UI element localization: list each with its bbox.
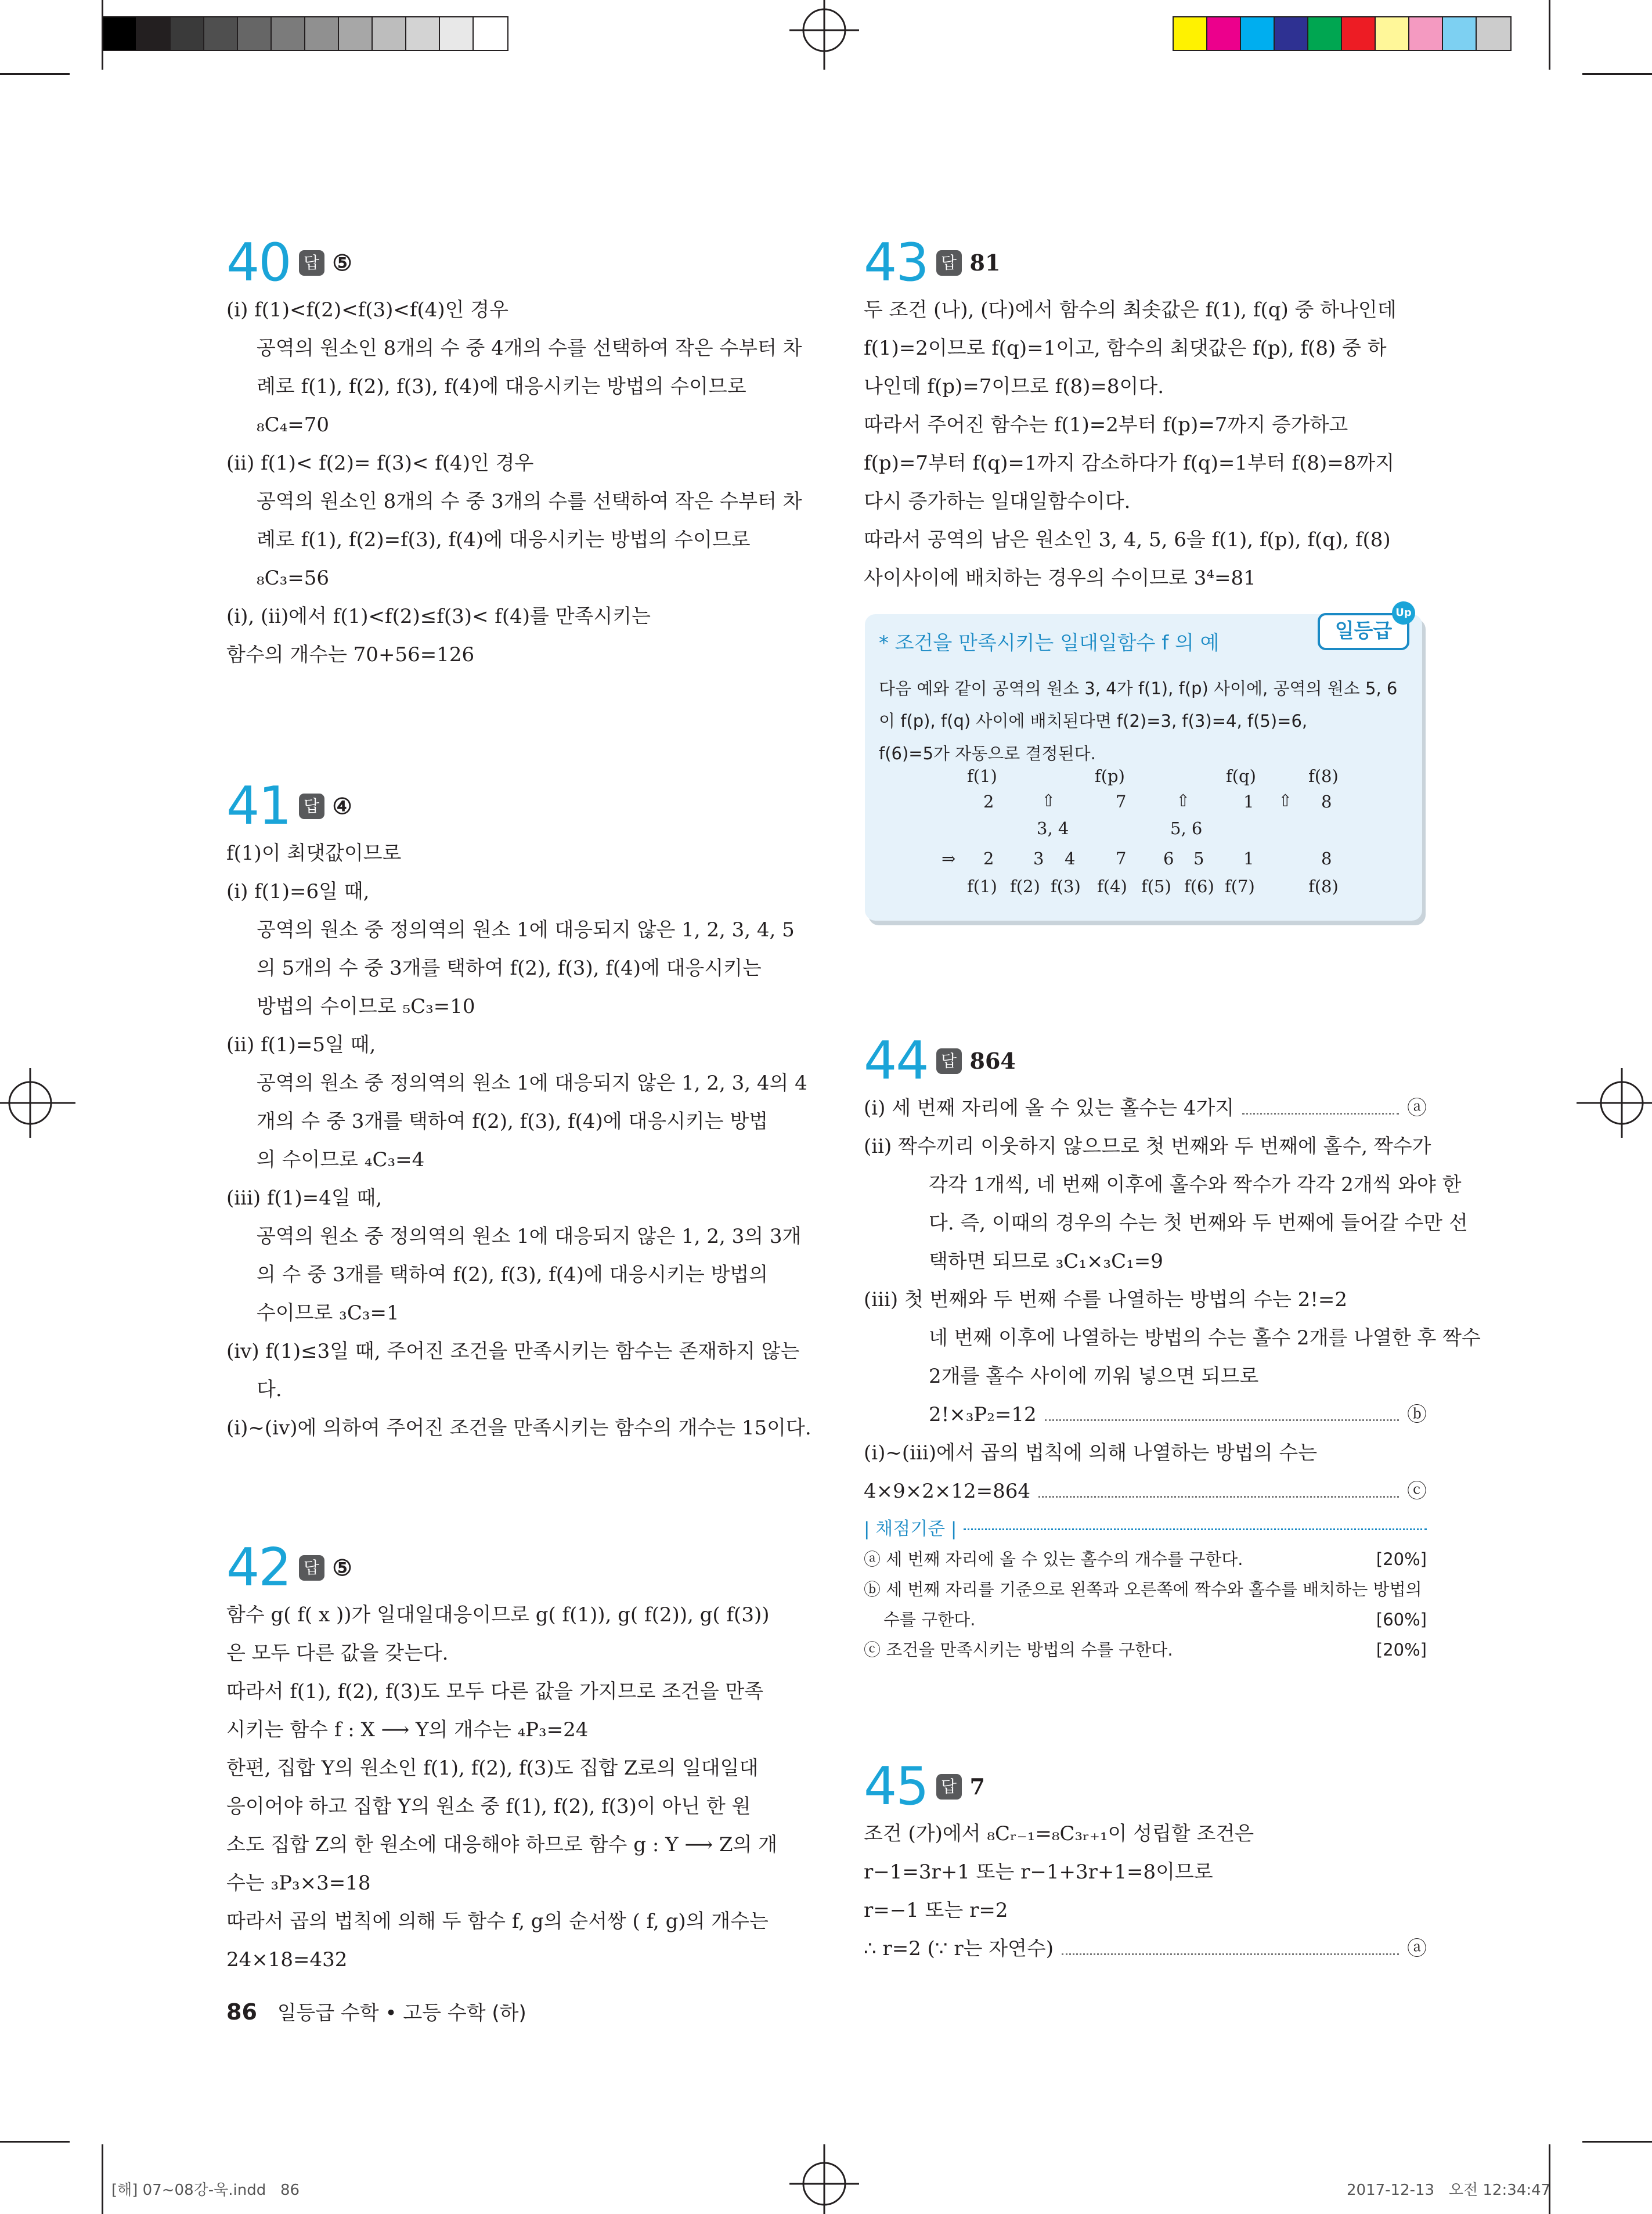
gray-swatch (474, 17, 507, 50)
criteria-weight: [20%] (1376, 1549, 1427, 1569)
solution-line: 조건 (가)에서 ₈Cᵣ₋₁=₈C₃ᵣ₊₁이 성립할 조건은 (864, 1822, 1254, 1845)
solution-line: 각각 1개씩, 네 번째 이후에 홀수와 짝수가 각각 2개씩 와야 한 (929, 1173, 1462, 1196)
page-footer (226, 1997, 526, 2025)
file-info: [해] 07~08강-욱.indd 86 (111, 2181, 300, 2199)
solution-line: 두 조건 (나), (다)에서 함수의 최솟값은 f(1), f(q) 중 하나인데 (864, 298, 1397, 322)
problem-number: 42 (226, 1537, 291, 1598)
leader-dots (1062, 1930, 1399, 1955)
leader-dots (1242, 1089, 1399, 1115)
diagram-value: 7 (1116, 849, 1127, 868)
diagram-label: f(5) (1141, 877, 1171, 896)
diagram-value: 6 (1163, 849, 1174, 868)
color-swatch (1174, 17, 1207, 50)
solution-line: 응이어야 하고 집합 Y의 원소 중 f(1), f(2), f(3)이 아닌 한 원 (226, 1795, 751, 1818)
diagram-value: 1 (1243, 849, 1254, 868)
step-marker: ⓐ (1407, 1097, 1427, 1120)
problem-45 (864, 1756, 1427, 1968)
answer-tag: 답 (299, 250, 324, 276)
problem-41 (226, 776, 811, 1447)
gray-swatch (373, 17, 406, 50)
solution-line (864, 1396, 1427, 1434)
solution-line: 함수의 개수는 70+56=126 (226, 643, 475, 666)
color-swatch (1477, 17, 1510, 50)
leader-dots (1045, 1396, 1399, 1421)
gray-swatch (171, 17, 204, 50)
solution-line: 공역의 원소인 8개의 수 중 4개의 수를 선택하여 작은 수부터 차 (257, 337, 802, 360)
color-swatch (1376, 17, 1409, 50)
answer-tag: 답 (299, 1555, 324, 1581)
solution-line: ₈C₄=70 (257, 413, 330, 437)
up-arrow-icon: ⇧ (1176, 791, 1191, 810)
solution-line: (ⅰ)~(ⅲ)에서 곱의 법칙에 의해 나열하는 방법의 수는 (864, 1441, 1318, 1465)
diagram-label: f(1) (967, 766, 997, 786)
criteria-text: ⓐ 세 번째 자리에 올 수 있는 홀수의 개수를 구한다. (864, 1549, 1243, 1569)
solution-line: r=−1 또는 r=2 (864, 1899, 1008, 1922)
solution-line (864, 1472, 1427, 1510)
diagram-label: f(6) (1184, 877, 1214, 896)
solution-line: r−1=3r+1 또는 r−1+3r+1=8이므로 (864, 1860, 1213, 1884)
solution-line: 따라서 f(1), f(2), f(3)도 모두 다른 값을 가지므로 조건을 만족 (226, 1680, 764, 1703)
gray-swatch (204, 17, 238, 50)
solution-text: ∴ r=2 (∵ r는 자연수) (864, 1937, 1054, 1960)
solution-line: (ⅰ), (ⅱ)에서 f(1)<f(2)≤f(3)< f(4)를 만족시키는 (226, 605, 651, 628)
step-marker: ⓑ (1407, 1403, 1427, 1426)
diagram-value: 1 (1243, 792, 1254, 812)
diagram-value: 7 (1116, 792, 1127, 812)
page-number: 86 (226, 1999, 257, 2025)
diagram-label: f(8) (1308, 877, 1339, 896)
criteria-weight: [60%] (1376, 1610, 1427, 1629)
solution-line: 의 5개의 수 중 3개를 택하여 f(2), f(3), f(4)에 대응시키는 (257, 957, 762, 980)
tip-text-line: 다음 예와 같이 공역의 원소 3, 4가 f(1), f(p) 사이에, 공역의 원소 5, 6 (879, 679, 1398, 698)
answer-value: ⑤ (332, 250, 352, 276)
criteria-row (864, 1544, 1427, 1574)
diagram-label: f(1) (967, 877, 997, 896)
diagram-value: 4 (1065, 849, 1076, 868)
solution-line: 례로 f(1), f(2), f(3), f(4)에 대응시키는 방법의 수이므로 (257, 375, 746, 398)
answer-value: 864 (969, 1048, 1016, 1074)
left-column (226, 232, 811, 1979)
solution-line: 개의 수 중 3개를 택하여 f(2), f(3), f(4)에 대응시키는 방법 (257, 1110, 769, 1133)
up-arrow-icon: ⇧ (1278, 791, 1293, 810)
criteria-text: ⓑ 세 번째 자리를 기준으로 왼쪽과 오른쪽에 짝수와 홀수를 배치하는 방법의 (864, 1580, 1422, 1599)
solution-line: (ⅲ) 첫 번째와 두 번째 수를 나열하는 방법의 수는 2!=2 (864, 1288, 1348, 1311)
solution-line: 소도 집합 Z의 한 원소에 대응해야 하므로 함수 g : Y ⟶ Z의 개 (226, 1833, 778, 1856)
gray-swatch (305, 17, 339, 50)
book-title: 일등급 수학 • 고등 수학 (하) (277, 2002, 526, 2025)
gray-swatch (103, 17, 137, 50)
solution-line: 네 번째 이후에 나열하는 방법의 수는 홀수 2개를 나열한 후 짝수 (929, 1326, 1481, 1350)
solution-line: 공역의 원소인 8개의 수 중 3개의 수를 선택하여 작은 수부터 차 (257, 490, 802, 513)
diagram-label: f(7) (1225, 877, 1255, 896)
solution-line: 따라서 곱의 법칙에 의해 두 함수 f, g의 순서쌍 ( f, g)의 개수는 (226, 1910, 769, 1933)
color-swatch (1275, 17, 1308, 50)
solution-line: (ⅱ) f(1)=5일 때, (226, 1033, 376, 1056)
solution-line: 공역의 원소 중 정의역의 원소 1에 대응되지 않은 1, 2, 3의 3개 (257, 1225, 802, 1248)
diagram-label: f(p) (1095, 766, 1125, 786)
registration-mark-left (0, 1045, 75, 1161)
diagram-value: 5, 6 (1170, 818, 1203, 838)
diagram-label: f(2) (1010, 877, 1040, 896)
solution-line: 다. (257, 1378, 282, 1401)
color-swatch (1342, 17, 1376, 50)
solution-line: 은 모두 다른 값을 갖는다. (226, 1642, 449, 1665)
solution-line: (ⅰ) f(1)=6일 때, (226, 880, 370, 903)
right-column (864, 232, 1427, 597)
solution-line: 의 수이므로 ₄C₃=4 (257, 1148, 425, 1171)
solution-line: 의 수 중 3개를 택하여 f(2), f(3), f(4)에 대응시키는 방법의 (257, 1263, 769, 1286)
color-swatch (1308, 17, 1342, 50)
solution-line: 사이사이에 배치하는 경우의 수이므로 3⁴=81 (864, 567, 1256, 590)
answer-tag: 답 (299, 794, 324, 819)
color-swatch (1207, 17, 1241, 50)
grading-criteria-title: | 채점기준 | (864, 1519, 957, 1539)
problem-43 (864, 232, 1427, 597)
tip-text-line: f(6)=5가 자동으로 결정된다. (879, 744, 1096, 763)
solution-line: 공역의 원소 중 정의역의 원소 1에 대응되지 않은 1, 2, 3, 4의 4 (257, 1072, 807, 1095)
solution-line: (ⅰ)~(ⅳ)에 의하여 주어진 조건을 만족시키는 함수의 개수는 15이다. (226, 1416, 811, 1440)
gray-swatch (406, 17, 440, 50)
solution-line: f(1)=2이므로 f(q)=1이고, 함수의 최댓값은 f(p), f(8) 중 하 (864, 337, 1387, 360)
answer-value: ⑤ (332, 1555, 352, 1581)
criteria-row (864, 1574, 1427, 1604)
level-up-badge: 일등급 (1318, 613, 1409, 650)
registration-mark-right (1577, 1045, 1652, 1161)
registration-mark-bottom (766, 2144, 882, 2214)
solution-line: f(1)이 최댓값이므로 (226, 842, 402, 865)
grading-criteria (864, 1514, 1427, 1665)
problem-number: 40 (226, 232, 291, 293)
solution-text: 4×9×2×12=864 (864, 1480, 1031, 1503)
solution-line (864, 1930, 1427, 1968)
solution-line: 수이므로 ₃C₃=1 (257, 1301, 399, 1325)
registration-mark-top (766, 0, 882, 70)
solution-line: 례로 f(1), f(2)=f(3), f(4)에 대응시키는 방법의 수이므로 (257, 528, 751, 551)
answer-value: ④ (332, 793, 352, 819)
solution-text: 2!×₃P₂=12 (929, 1403, 1037, 1426)
diagram-value: 2 (983, 792, 994, 812)
solution-line: 따라서 공역의 남은 원소인 3, 4, 5, 6을 f(1), f(p), f(q), f(8) (864, 528, 1391, 551)
answer-tag: 답 (936, 1048, 962, 1074)
tip-box-title: * 조건을 만족시키는 일대일함수 f 의 예 (879, 632, 1220, 655)
solution-line: 시키는 함수 f : X ⟶ Y의 개수는 ₄P₃=24 (226, 1718, 589, 1741)
solution-line: (ⅲ) f(1)=4일 때, (226, 1187, 383, 1210)
print-timestamp: 2017-12-13 오전 12:34:47 (1347, 2181, 1551, 2199)
color-swatch (1241, 17, 1275, 50)
problem-number: 41 (226, 776, 291, 836)
criteria-text: ⓒ 조건을 만족시키는 방법의 수를 구한다. (864, 1640, 1173, 1660)
diagram-value: 3, 4 (1037, 818, 1069, 838)
diagram-label: f(3) (1051, 877, 1081, 896)
answer-value: 81 (969, 250, 1001, 276)
solution-line: 공역의 원소 중 정의역의 원소 1에 대응되지 않은 1, 2, 3, 4, 5 (257, 918, 795, 942)
right-arrow-icon: ⇒ (942, 849, 956, 868)
problem-number: 43 (864, 232, 928, 293)
tip-text-line: 이 f(p), f(q) 사이에 배치된다면 f(2)=3, f(3)=4, f(5)=6, (879, 711, 1308, 731)
solution-line (864, 1089, 1427, 1127)
color-swatch (1443, 17, 1477, 50)
problem-42 (226, 1537, 807, 1979)
up-icon: Up (1392, 601, 1415, 625)
diagram-value: 5 (1193, 849, 1204, 868)
up-arrow-icon: ⇧ (1041, 791, 1056, 810)
solution-line: (ⅱ) 짝수끼리 이웃하지 않으므로 첫 번째와 두 번째에 홀수, 짝수가 (864, 1135, 1431, 1158)
diagram-value: 8 (1321, 792, 1332, 812)
solution-line: (ⅱ) f(1)< f(2)= f(3)< f(4)인 경우 (226, 452, 534, 475)
gray-swatch (137, 17, 171, 50)
solution-line: 택하면 되므로 ₃C₁×₃C₁=9 (929, 1250, 1163, 1273)
criteria-row (864, 1604, 1427, 1635)
solution-line: 한편, 집합 Y의 원소인 f(1), f(2), f(3)도 집합 Z로의 일대일대 (226, 1757, 759, 1780)
answer-value: 7 (969, 1773, 985, 1800)
color-swatch (1409, 17, 1443, 50)
gray-swatch (272, 17, 305, 50)
answer-tag: 답 (936, 250, 962, 276)
problem-number: 44 (864, 1030, 928, 1091)
problem-44 (864, 1030, 1481, 1665)
solution-line: 다시 증가하는 일대일함수이다. (864, 490, 1131, 513)
gray-swatch (238, 17, 272, 50)
solution-line: ₈C₃=56 (257, 567, 330, 590)
leader-dots (1038, 1472, 1399, 1498)
solution-line: 다. 즉, 이때의 경우의 수는 첫 번째와 두 번째에 들어갈 수만 선 (929, 1211, 1468, 1235)
solution-line: 24×18=432 (226, 1948, 348, 1971)
gray-swatch (440, 17, 474, 50)
criteria-text: 수를 구한다. (883, 1610, 976, 1629)
problem-number: 45 (864, 1756, 928, 1817)
problem-40 (226, 232, 807, 674)
solution-line: 따라서 주어진 함수는 f(1)=2부터 f(p)=7까지 증가하고 (864, 413, 1348, 437)
diagram-label: f(q) (1226, 766, 1256, 786)
solution-line: (ⅳ) f(1)≤3일 때, 주어진 조건을 만족시키는 함수는 존재하지 않는 (226, 1340, 800, 1363)
criteria-row (864, 1635, 1427, 1665)
criteria-weight: [20%] (1376, 1640, 1427, 1660)
solution-line: 수는 ₃P₃×3=18 (226, 1872, 371, 1895)
step-marker: ⓒ (1407, 1480, 1427, 1503)
diagram-label: f(8) (1308, 766, 1339, 786)
solution-line: 방법의 수이므로 ₅C₃=10 (257, 995, 475, 1018)
step-marker: ⓐ (1407, 1937, 1427, 1960)
diagram-value: 8 (1321, 849, 1332, 868)
answer-tag: 답 (936, 1774, 962, 1800)
solution-line: f(p)=7부터 f(q)=1까지 감소하다가 f(q)=1부터 f(8)=8까지 (864, 452, 1395, 475)
solution-line: 나인데 f(p)=7이므로 f(8)=8이다. (864, 375, 1164, 398)
tip-box (865, 607, 1422, 921)
solution-line: 함수 g( f( x ))가 일대일대응이므로 g( f(1)), g( f(2)), g( f(3)) (226, 1603, 770, 1627)
solution-line: 2개를 홀수 사이에 끼워 넣으면 되므로 (929, 1365, 1259, 1388)
solution-line: (ⅰ) f(1)<f(2)<f(3)<f(4)인 경우 (226, 298, 508, 322)
diagram-value: 2 (983, 849, 994, 868)
solution-text: (ⅰ) 세 번째 자리에 올 수 있는 홀수는 4가지 (864, 1097, 1235, 1120)
gray-swatch (339, 17, 373, 50)
diagram-value: 3 (1033, 849, 1044, 868)
diagram-label: f(4) (1097, 877, 1127, 896)
